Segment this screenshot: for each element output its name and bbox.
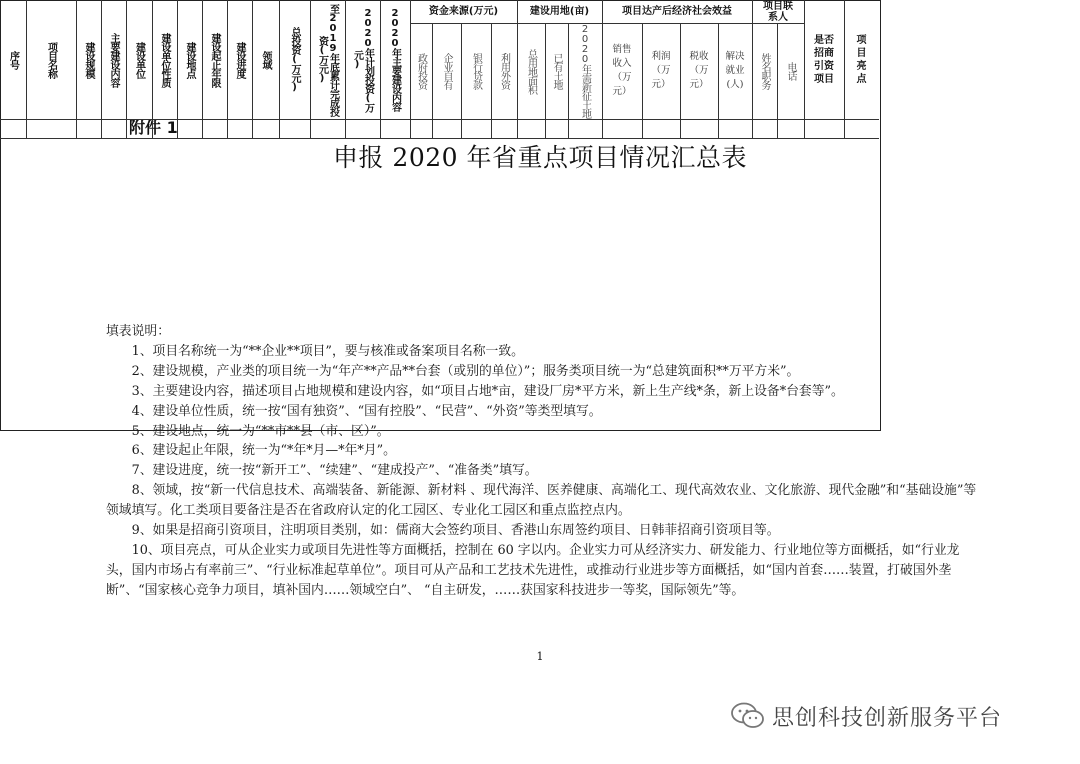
header-seq: 序号	[7, 50, 19, 69]
note-item: 6、建设起止年限，统一为“*年*月—*年*月”。	[131, 443, 396, 459]
header-benefit-profit: 利润 （万 元）	[651, 51, 671, 90]
page-number: 1	[536, 650, 544, 663]
header-funds-bank: 银行贷款	[470, 53, 482, 89]
header-total: 总投资(万元)	[289, 27, 300, 92]
header-nature: 建设单位性质	[159, 32, 170, 87]
table-rule	[0, 119, 879, 120]
header-location: 建设地点	[184, 41, 195, 78]
header-completed: 至2019年底累计完成投资(万元)	[316, 3, 339, 116]
header-contact-phone: 电话	[785, 62, 796, 80]
watermark-text: 思创科技创新服务平台	[772, 705, 1003, 731]
note-item: 4、建设单位性质，统一按“国有独资”、“国有控股”、“民营”、“外资”等类型填写。	[131, 403, 602, 419]
header-benefit-sales: 销售 收入 （万 元）	[612, 44, 632, 97]
header-funds: 资金来源(万元)	[428, 5, 499, 17]
header-contact: 项目联系人	[763, 0, 793, 23]
header-funds-self: 企业自有	[441, 53, 452, 89]
header-plan2020: 2020年计划投资(万元)	[351, 7, 374, 112]
header-benefit-jobs: 解决 就业 (人)	[725, 51, 745, 90]
header-land: 建设用地(亩)	[529, 5, 590, 17]
page-title: 申报 2020 年省重点项目情况汇总表	[332, 143, 748, 172]
note-item: 10、项目亮点，可从企业实力或项目先进性等方面概括，控制在 60 字以内。企业实力可从经济实力、研发能力、行业地位等方面概括，如“行业龙头，国内市场占有率前三”、“行业标准起草单位”。项目可从产品和工艺技术先进性，或推动行业进步等方面概括，如“国内首套……装置，打破国外垄断”、“国家核心竞争力项目，填补国内……领域空白”、 “自主研发，……获国家科技进步一等奖，国际领先”等。	[106, 542, 960, 598]
header-funds-gov: 政府投资	[415, 53, 427, 89]
header-scale: 建设规模	[83, 41, 94, 78]
attachment-label: 附件 1	[129, 118, 178, 137]
header-progress: 建设进度	[234, 41, 245, 78]
note-item: 8、领域，按“新一代信息技术、高端装备、新能源、新材料 、现代海洋、医养健康、高端化工、现代高效农业、文化旅游、现代金融”和“基础设施”等领域填写。化工类项目要备注是否在省政府认定的化工园区、专业化工园区和重点监控点内。	[106, 483, 977, 519]
note-item: 7、建设进度，统一按“新开工”、“续建”、“建成投产”、“准备类”填写。	[131, 463, 538, 479]
watermark	[730, 699, 1002, 733]
note-item: 9、如果是招商引资项目，注明项目类别，如：儒商大会签约项目、香港山东周签约项目、日韩菲招商引资项目等。	[131, 523, 780, 539]
header-benefit: 项目达产后经济社会效益	[622, 5, 732, 17]
header-land-total: 总用地面积	[525, 48, 537, 94]
header-unit: 建设单位	[133, 41, 145, 78]
header-field: 领域	[260, 50, 271, 69]
header-highlight: 项目亮点	[856, 34, 867, 85]
notes-title: 填表说明：	[106, 324, 170, 339]
header-investment: 是否招商引资项目	[814, 34, 834, 85]
header-land-new: 2020年需新征土地	[579, 24, 591, 118]
wechat-icon	[730, 701, 766, 731]
note-item: 5、建设地点，统一为“**市**县（市、区）”。	[131, 423, 390, 439]
note-item: 3、主要建设内容，描述项目占地规模和建设内容，如“项目占地*亩，建设厂房*平方米，新上生产线*条，新上设备*台套等”。	[131, 383, 844, 399]
note-item: 1、项目名称统一为“**企业**项目”，要与核准或备案项目名称一致。	[131, 343, 524, 359]
header-benefit-tax: 税收 （万 元）	[689, 51, 709, 90]
header-period: 建设起止年限	[209, 32, 220, 87]
header-name: 项目名称	[45, 41, 57, 78]
header-land-have: 已有土地	[551, 53, 562, 89]
header-main2020: 2020年主要建设内容	[389, 8, 401, 111]
fill-instructions	[106, 322, 978, 601]
header-funds-foreign: 利用外资	[498, 53, 510, 89]
table-rule	[0, 138, 879, 139]
note-item: 2、建设规模，产业类的项目统一为“年产**产品**台套（或别的单位）”；服务类项目统一为“总建筑面积**万平方米”。	[131, 363, 800, 379]
header-contact-name: 姓名职务	[759, 53, 770, 89]
header-content: 主要建设内容	[108, 32, 119, 87]
